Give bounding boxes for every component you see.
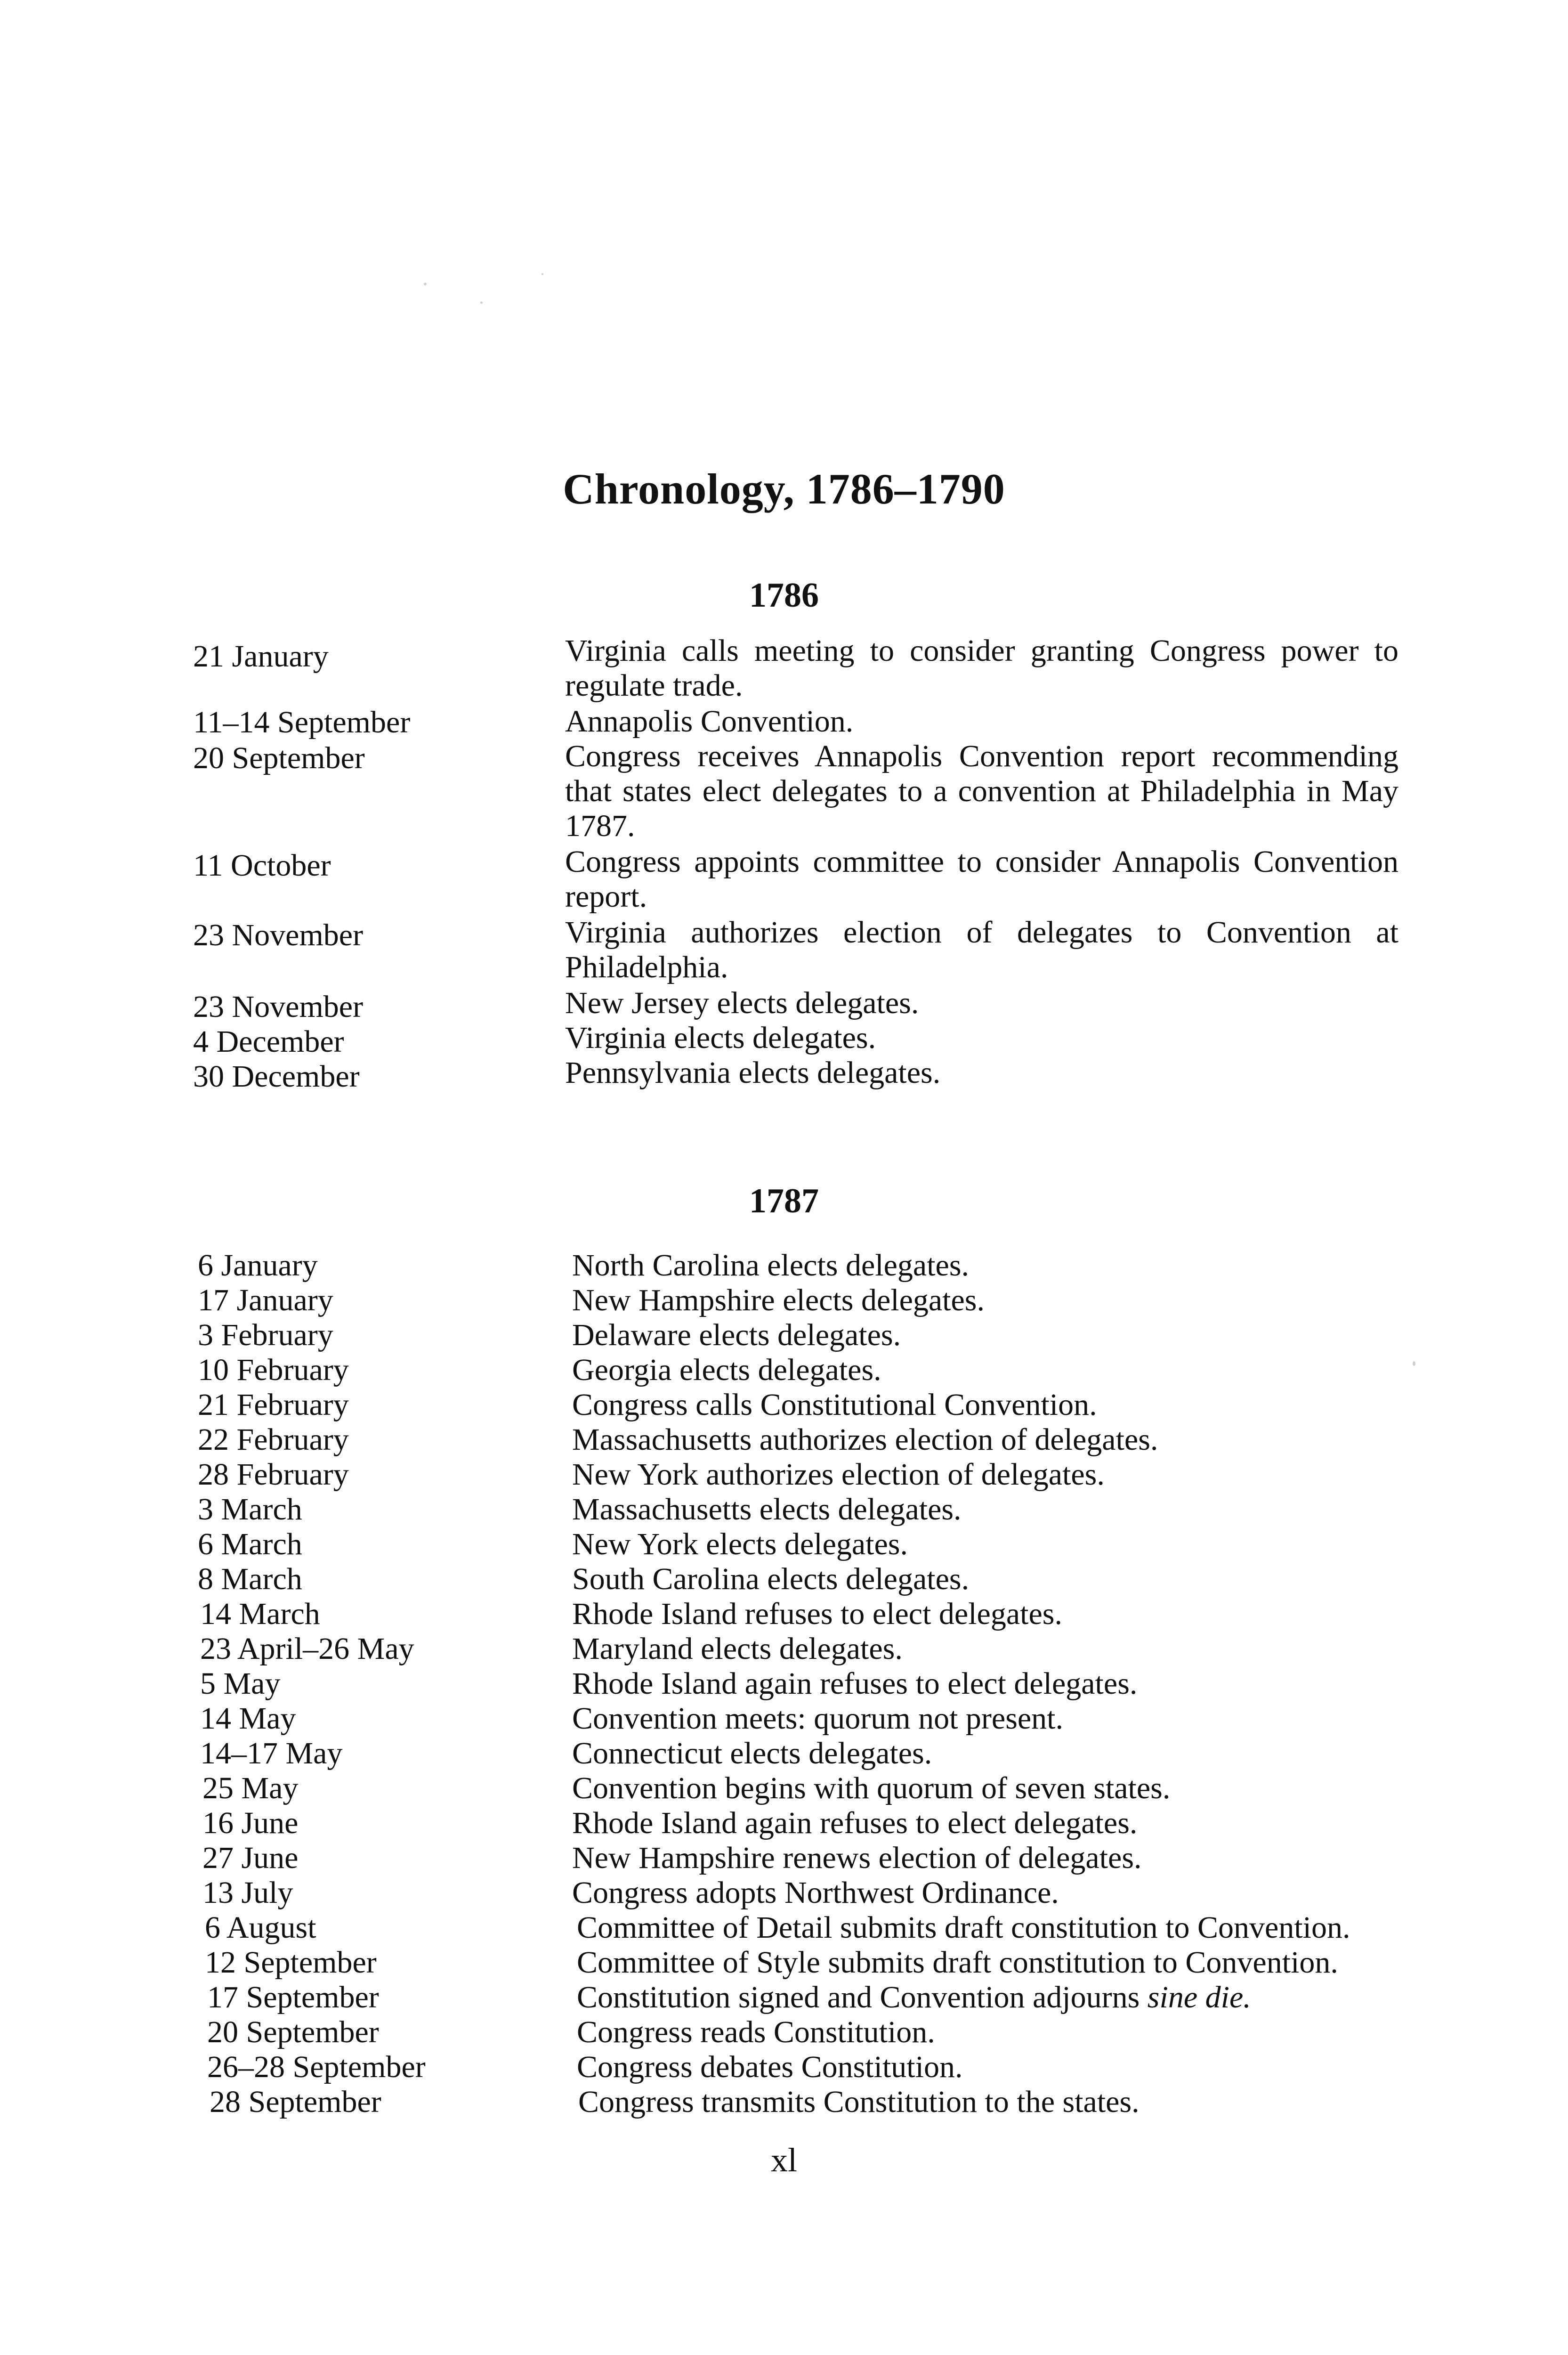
entry-event: Massachusetts authorizes election of delegates. <box>572 1422 1158 1457</box>
entry-event: Rhode Island again refuses to elect delegates. <box>572 1806 1138 1840</box>
entry-event: Congress receives Annapolis Convention report recommending that states elect delegates to a convention at Philadelphia in May 1787. <box>565 739 1398 843</box>
scan-speckle <box>480 301 483 304</box>
entry-event: Congress debates Constitution. <box>577 2050 963 2084</box>
chronology-entry <box>0 739 1568 845</box>
entry-date: 30 December <box>193 1059 360 1094</box>
chronology-section-1787 <box>0 1248 1568 2120</box>
entry-event: Virginia elects delegates. <box>565 1021 876 1055</box>
entry-date: 16 June <box>202 1806 299 1840</box>
entry-event <box>577 1980 1471 2015</box>
entry-event: Congress reads Constitution. <box>577 2015 935 2049</box>
entry-event-italic: sine die. <box>1147 1980 1251 2014</box>
entry-event: Connecticut elects delegates. <box>572 1736 932 1770</box>
chronology-entry <box>0 1806 1568 1841</box>
entry-event-text: Constitution signed and Convention adjourns <box>577 1980 1148 2014</box>
chronology-entry <box>0 1056 1568 1094</box>
chronology-entry <box>0 1388 1568 1422</box>
entry-date: 3 March <box>198 1492 302 1527</box>
chronology-entry <box>0 1422 1568 1457</box>
chronology-entry <box>0 2015 1568 2050</box>
chronology-entry <box>0 1492 1568 1527</box>
chronology-entry <box>0 1666 1568 1701</box>
entry-event: Congress transmits Constitution to the states. <box>578 2085 1140 2119</box>
entry-date: 6 March <box>198 1527 302 1561</box>
entry-date: 23 November <box>193 990 364 1024</box>
page-number: xl <box>770 2141 797 2179</box>
entry-event: Congress adopts Northwest Ordinance. <box>572 1876 1059 1910</box>
chronology-entry <box>0 633 1568 704</box>
chronology-entry <box>0 2085 1568 2120</box>
entry-date: 21 January <box>193 639 329 674</box>
year-heading-1786: 1786 <box>749 576 819 615</box>
entry-event: New Hampshire elects delegates. <box>572 1283 985 1317</box>
entry-date: 17 September <box>207 1980 379 2014</box>
chronology-entry <box>0 1562 1568 1597</box>
entry-date: 5 May <box>200 1666 281 1701</box>
chronology-entry <box>0 1701 1568 1736</box>
entry-event: Annapolis Convention. <box>565 704 854 739</box>
entry-event: Committee of Style submits draft constitution to Convention. <box>577 1945 1338 1980</box>
entry-date: 13 July <box>202 1876 293 1910</box>
chronology-entry <box>0 1945 1568 1980</box>
entry-event: Pennsylvania elects delegates. <box>565 1056 941 1090</box>
entry-date: 14–17 May <box>200 1736 343 1770</box>
chronology-entry <box>0 845 1568 915</box>
entry-date: 8 March <box>198 1562 302 1596</box>
entry-event: Delaware elects delegates. <box>572 1318 901 1352</box>
entry-date: 4 December <box>193 1024 344 1059</box>
entry-date: 25 May <box>202 1771 299 1805</box>
chronology-entry <box>0 1283 1568 1318</box>
scan-speckle <box>542 273 543 275</box>
chronology-entry <box>0 1597 1568 1632</box>
entry-event: North Carolina elects delegates. <box>572 1248 970 1283</box>
chronology-entry <box>0 1248 1568 1283</box>
chronology-entry <box>0 1980 1568 2015</box>
entry-event: Congress calls Constitutional Convention. <box>572 1388 1097 1422</box>
chronology-entry <box>0 2050 1568 2085</box>
chronology-entry <box>0 1318 1568 1353</box>
entry-event: Massachusetts elects delegates. <box>572 1492 962 1527</box>
entry-date: 28 February <box>198 1457 349 1492</box>
entry-event: New Hampshire renews election of delegates. <box>572 1841 1142 1875</box>
entry-event: New Jersey elects delegates. <box>565 986 919 1020</box>
entry-event: Committee of Detail submits draft constitution to Convention. <box>577 1910 1350 1945</box>
chronology-entry <box>0 1353 1568 1388</box>
entry-date: 21 February <box>198 1388 349 1422</box>
entry-date: 12 September <box>205 1945 377 1980</box>
entry-date: 27 June <box>202 1841 299 1875</box>
chronology-entry <box>0 1841 1568 1876</box>
year-heading-1787: 1787 <box>749 1182 819 1220</box>
page-title: Chronology, 1786–1790 <box>563 465 1005 513</box>
chronology-entry <box>0 1021 1568 1059</box>
entry-event: South Carolina elects delegates. <box>572 1562 970 1596</box>
chronology-entry <box>0 1632 1568 1666</box>
entry-event: Maryland elects delegates. <box>572 1632 903 1666</box>
entry-date: 14 March <box>200 1597 320 1631</box>
entry-event: Congress appoints committee to consider Annapolis Convention report. <box>565 845 1398 914</box>
entry-event: Rhode Island again refuses to elect delegates. <box>572 1666 1138 1701</box>
entry-date: 3 February <box>198 1318 333 1352</box>
entry-event: Rhode Island refuses to elect delegates. <box>572 1597 1062 1631</box>
scan-speckle <box>424 283 427 285</box>
entry-date: 28 September <box>210 2085 381 2119</box>
entry-date: 22 February <box>198 1422 349 1457</box>
entry-date: 20 September <box>193 741 365 775</box>
entry-date: 11–14 September <box>193 705 411 739</box>
chronology-entry <box>0 1736 1568 1771</box>
chronology-entry <box>0 1876 1568 1910</box>
chronology-entry <box>0 704 1568 739</box>
entry-event: Virginia authorizes election of delegates to Convention at Philadelphia. <box>565 915 1398 984</box>
entry-event: Virginia calls meeting to consider granting Congress power to regulate trade. <box>565 633 1398 703</box>
chronology-entry <box>0 1457 1568 1492</box>
entry-date: 17 January <box>198 1283 333 1317</box>
chronology-entry <box>0 986 1568 1024</box>
entry-event: Convention meets: quorum not present. <box>572 1701 1064 1736</box>
entry-date: 11 October <box>193 848 331 883</box>
entry-event: New York elects delegates. <box>572 1527 908 1561</box>
entry-event: Georgia elects delegates. <box>572 1353 881 1387</box>
chronology-section-1786 <box>0 633 1568 1094</box>
entry-event: New York authorizes election of delegates. <box>572 1457 1105 1492</box>
chronology-entry <box>0 915 1568 986</box>
entry-date: 6 January <box>198 1248 318 1283</box>
scan-speckle <box>1413 1361 1415 1366</box>
entry-date: 6 August <box>205 1910 316 1945</box>
chronology-entry <box>0 1771 1568 1806</box>
entry-date: 23 April–26 May <box>200 1632 414 1666</box>
chronology-entry <box>0 1527 1568 1562</box>
entry-date: 10 February <box>198 1353 349 1387</box>
entry-event: Convention begins with quorum of seven states. <box>572 1771 1171 1805</box>
entry-date: 20 September <box>207 2015 379 2049</box>
entry-date: 23 November <box>193 918 364 952</box>
entry-date: 26–28 September <box>207 2050 426 2084</box>
entry-date: 14 May <box>200 1701 296 1736</box>
chronology-entry <box>0 1910 1568 1945</box>
